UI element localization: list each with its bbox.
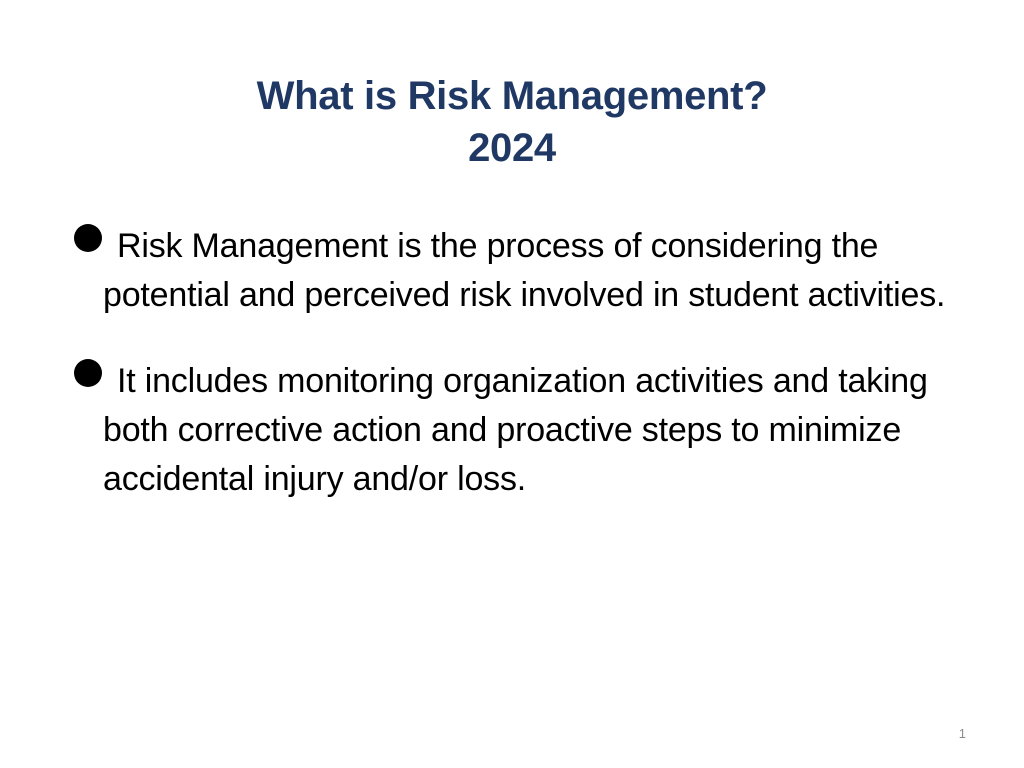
bullet-list	[72, 222, 962, 504]
bullet-text: It includes monitoring organization activities and taking both corrective action and proactive steps to minimize accidental injury and/or loss.	[103, 362, 928, 498]
slide-title	[0, 70, 1024, 174]
bullet-item-1	[72, 222, 962, 320]
page-number: 1	[958, 726, 966, 741]
bullet-text: Risk Management is the process of considering the potential and perceived risk involved in student activities.	[103, 227, 946, 314]
bullet-item-2	[72, 357, 962, 504]
bullet-dot-icon	[74, 224, 102, 252]
slide-title-line-2: 2024	[468, 126, 556, 170]
slide-title-line-1: What is Risk Management?	[256, 74, 768, 118]
bullet-dot-icon	[74, 359, 102, 387]
